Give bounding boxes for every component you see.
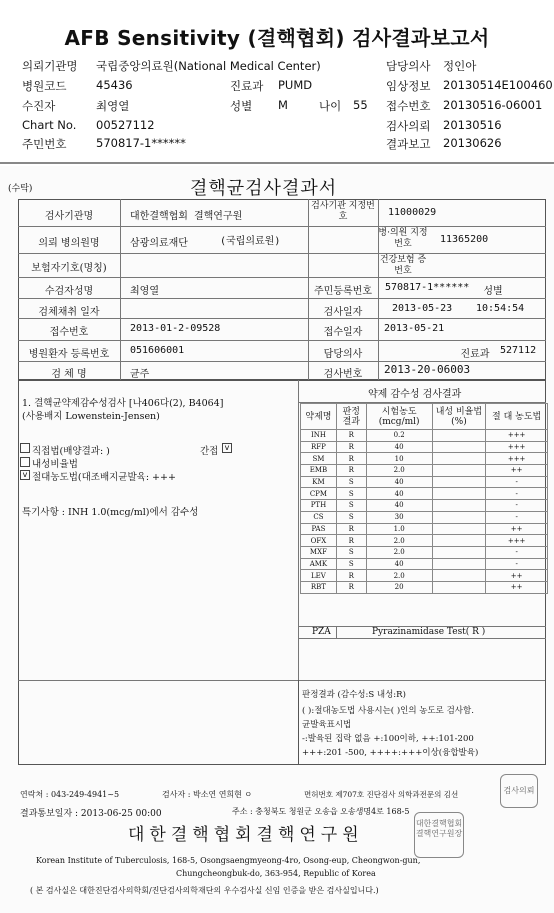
inst-no-label: 검사기관 지정번호	[311, 201, 375, 222]
spec-value: 균주	[130, 369, 150, 380]
sens-ratio	[432, 476, 486, 488]
sens-absolute: ++	[486, 465, 548, 477]
header-hospital-value: 국립중앙의료원(National Medical Center)	[96, 59, 321, 73]
header-patient-value: 최영열	[96, 99, 130, 113]
sens-conc: 2.0	[366, 570, 432, 582]
header-clinical-value: 20130514E100460	[443, 78, 553, 92]
sens-result: R	[336, 441, 366, 453]
name-value: 최영열	[130, 286, 159, 297]
sens-row	[301, 546, 548, 558]
sens-result: R	[336, 453, 366, 465]
special-note: 특기사항 : INH 1.0(mcg/ml)에서 감수성	[22, 507, 199, 518]
dept-label: 진료과	[460, 349, 490, 360]
sens-absolute: -	[486, 500, 548, 512]
sens-ratio	[432, 511, 486, 523]
testno-label: 검사번호	[323, 369, 363, 380]
header-patient-label: 수진자	[22, 99, 56, 113]
sens-conc: 40	[366, 558, 432, 570]
sens-absolute: ++	[486, 581, 548, 593]
doctor-label: 담당의사	[323, 349, 363, 360]
header-hospital-label: 의뢰기관명	[22, 59, 78, 73]
sens-result: S	[336, 558, 366, 570]
dept-value: 527112	[500, 345, 537, 356]
header-rrn-value: 570817-1******	[96, 136, 186, 150]
sens-conc: 20	[366, 581, 432, 593]
sens-drug: MXF	[301, 546, 337, 558]
header-report-label: 결과보고	[386, 137, 431, 151]
sens-conc: 2.0	[366, 465, 432, 477]
sens-conc: 2.0	[366, 546, 432, 558]
sens-drug: LEV	[301, 570, 337, 582]
sens-drug: RBT	[301, 581, 337, 593]
footer-org: 대한결핵협회결핵연구원	[128, 825, 364, 845]
header-chart-value: 00527112	[96, 118, 155, 132]
hosp-label: 의뢰 병의원명	[38, 238, 100, 249]
sens-header-absolute: 절 대 농도법	[486, 404, 548, 430]
absolute-label: 절대농도법(대조배지균발육: +++	[32, 472, 176, 483]
pza-label: PZA	[312, 627, 331, 637]
header-dept-value: PUMD	[278, 78, 313, 92]
sens-row	[301, 511, 548, 523]
testno-value: 2013-20-06003	[384, 363, 471, 376]
sens-drug: PAS	[301, 523, 337, 535]
sens-absolute: +++	[486, 535, 548, 547]
sens-result: S	[336, 500, 366, 512]
hosp-no-label: 병·의원 지정번호	[378, 228, 428, 249]
header-age-value: 55	[353, 98, 368, 112]
header-clinical-label: 임상정보	[386, 79, 431, 93]
sens-row	[301, 453, 548, 465]
sens-ratio	[432, 453, 486, 465]
inst-no-value: 11000029	[388, 207, 437, 218]
judge-line-5: +++:201 -500, ++++:+++이상(융합발육)	[302, 748, 479, 758]
sens-ratio	[432, 500, 486, 512]
sens-result: R	[336, 430, 366, 442]
sens-conc: 1.0	[366, 523, 432, 535]
footer-english-2: Chungcheongbuk-do, 363-954, Republic of Korea	[176, 869, 376, 878]
sens-title: 약제 감수성 검사결과	[368, 389, 462, 400]
reg-label: 병원환자 등록번호	[28, 349, 110, 360]
sens-result: S	[336, 511, 366, 523]
sens-absolute: -	[486, 511, 548, 523]
name-label: 수검자성명	[44, 286, 94, 297]
recv-label: 접수번호	[49, 327, 89, 338]
sens-conc: 40	[366, 488, 432, 500]
testdate-label: 검사일자	[323, 307, 363, 318]
sensitivity-table	[300, 403, 548, 594]
sens-drug: PTH	[301, 500, 337, 512]
seal-stamp-small: 검사의뢰	[500, 774, 538, 808]
pza-value: Pyrazinamidase Test( R )	[372, 627, 486, 637]
indirect-label: 간접	[200, 446, 219, 457]
sens-absolute: ++	[486, 523, 548, 535]
footer-english-1: Korean Institute of Tuberculosis, 168-5, Osongsaengmyeong-4ro, Osong-eup, Cheongwon-gun,	[36, 856, 421, 865]
judge-line-2: ( ):절대농도법 사용시는( )인의 농도로 검사함.	[302, 706, 474, 716]
sens-ratio	[432, 570, 486, 582]
spec-label: 검 체 명	[51, 369, 87, 380]
ratio-checkbox	[20, 457, 30, 467]
hosp-no-value: 11365200	[440, 234, 489, 245]
sens-row	[301, 430, 548, 442]
header-separator	[0, 162, 554, 164]
doc-suta: (수탁)	[8, 184, 33, 194]
footer-address: 주소 : 충청북도 청원군 오송읍 오송생명4로 168-5	[232, 807, 410, 816]
sens-drug: CS	[301, 511, 337, 523]
sens-absolute: -	[486, 558, 548, 570]
footer-report-date: 결과통보일자 : 2013-06-25 00:00	[20, 809, 162, 819]
sens-row	[301, 476, 548, 488]
sens-result: R	[336, 523, 366, 535]
sens-ratio	[432, 465, 486, 477]
sens-drug: AMK	[301, 558, 337, 570]
sens-row	[301, 465, 548, 477]
ratio-label: 내성비율법	[32, 459, 78, 470]
judge-line-3: 균발육표시법	[302, 720, 352, 730]
sens-result: S	[336, 546, 366, 558]
sens-result: R	[336, 581, 366, 593]
indirect-checkbox: v	[222, 443, 232, 453]
absolute-checkbox: v	[20, 470, 30, 480]
sens-header-ratio: 내성 비율법(%)	[432, 404, 486, 430]
sens-row	[301, 523, 548, 535]
header-request-label: 검사의뢰	[386, 119, 431, 133]
recvdate-value: 2013-05-21	[384, 323, 445, 334]
sens-absolute: -	[486, 546, 548, 558]
header-sex-label: 성별	[230, 99, 253, 113]
judge-line-1: 판정결과 (감수성:S 내성:R)	[302, 690, 406, 700]
sens-conc: 30	[366, 511, 432, 523]
rrn-value: 570817-1******	[385, 282, 470, 293]
sens-row	[301, 488, 548, 500]
hosp-value: 삼광의료재단	[130, 238, 188, 249]
sens-ratio	[432, 430, 486, 442]
reg-value: 051606001	[130, 345, 185, 356]
sens-row	[301, 535, 548, 547]
header-report-value: 20130626	[443, 136, 502, 150]
sens-drug: RFP	[301, 441, 337, 453]
recvdate-label: 접수일자	[323, 327, 363, 338]
header-rrn-label: 주민번호	[22, 137, 67, 151]
sens-result: S	[336, 488, 366, 500]
sens-header-drug: 약제명	[301, 404, 337, 430]
footer-examiner: 검사자 : 박소연 연희현 ㅇ	[162, 790, 253, 799]
report-title: AFB Sensitivity (결핵협회) 검사결과보고서	[64, 26, 490, 50]
sens-header-result: 판정 결과	[336, 404, 366, 430]
header-dept-label: 진료과	[230, 79, 264, 93]
sens-header-conc: 시험농도 (mcg/ml)	[366, 404, 432, 430]
sens-conc: 40	[366, 500, 432, 512]
sens-conc: 40	[366, 441, 432, 453]
sens-conc: 2.0	[366, 535, 432, 547]
testdate-value: 2013-05-23	[392, 303, 453, 314]
sens-absolute: -	[486, 488, 548, 500]
judge-line-4: -:발육된 집락 없음 +:100이하, ++:101-200	[302, 734, 474, 744]
footer-license: 면허번호 제707호 진단검사 의학과전문의 김선	[304, 790, 459, 799]
sens-result: R	[336, 465, 366, 477]
sens-drug: EMB	[301, 465, 337, 477]
test-method-line1: 1. 결핵균약제감수성검사 [나406다(2), B4064]	[22, 398, 224, 409]
rrn-label: 주민등록번호	[314, 286, 372, 297]
direct-checkbox	[20, 443, 30, 453]
inst-value: 대한결핵협회 결핵연구원	[130, 211, 243, 222]
hosp-sub: (국립의료원)	[220, 236, 281, 247]
sens-ratio	[432, 523, 486, 535]
sens-absolute: ++	[486, 570, 548, 582]
footer-certification: ( 본 검사실은 대한진단검사의학회/진단검사의학재단의 우수검사실 신임 인증을 받은 검사실입니다.)	[30, 886, 379, 895]
header-request-value: 20130516	[443, 118, 502, 132]
insur-no-label: 건강보험 증번호	[379, 255, 427, 276]
sens-absolute: +++	[486, 430, 548, 442]
sens-ratio	[432, 488, 486, 500]
sens-ratio	[432, 558, 486, 570]
header-code-label: 병원코드	[22, 79, 67, 93]
sens-row	[301, 441, 548, 453]
sens-drug: INH	[301, 430, 337, 442]
collect-label: 검체채취 일자	[38, 307, 100, 318]
header-receipt-label: 접수번호	[386, 99, 431, 113]
sens-result: R	[336, 535, 366, 547]
header-receipt-value: 20130516-06001	[443, 98, 543, 112]
sens-row	[301, 570, 548, 582]
sens-drug: CPM	[301, 488, 337, 500]
sens-drug: OFX	[301, 535, 337, 547]
header-doctor-label: 담당의사	[386, 59, 431, 73]
sens-row	[301, 558, 548, 570]
sens-drug: KM	[301, 476, 337, 488]
sens-drug: SM	[301, 453, 337, 465]
header-age-label: 나이	[319, 99, 342, 113]
sens-absolute: +++	[486, 453, 548, 465]
recv-value: 2013-01-2-09528	[130, 323, 221, 334]
header-sex-value: M	[278, 98, 288, 112]
doc-heading: 결핵균검사결과서	[190, 178, 338, 199]
sens-ratio	[432, 546, 486, 558]
sens-conc: 10	[366, 453, 432, 465]
sens-result: R	[336, 570, 366, 582]
sens-absolute: +++	[486, 441, 548, 453]
sens-header-row	[301, 404, 548, 430]
sens-row	[301, 500, 548, 512]
sens-ratio	[432, 535, 486, 547]
test-method-line2: (사용배지 Lowenstein-Jensen)	[22, 411, 160, 422]
header-doctor-value: 정인아	[443, 59, 477, 73]
seal-stamp-director: 대한결핵협회결핵연구원장	[414, 812, 464, 858]
footer-contact: 연락처 : 043-249-4941~5	[20, 790, 120, 799]
direct-label: 직접법(배양결과: )	[32, 446, 110, 457]
sens-ratio	[432, 441, 486, 453]
sens-ratio	[432, 581, 486, 593]
sens-result: S	[336, 476, 366, 488]
sens-conc: 40	[366, 476, 432, 488]
rrn-sex-label: 성별	[483, 286, 503, 297]
testtime-value: 10:54:54	[476, 303, 525, 314]
sens-row	[301, 581, 548, 593]
sens-absolute: -	[486, 476, 548, 488]
sens-conc: 0.2	[366, 430, 432, 442]
insur-label: 보험자기호(명칭)	[31, 263, 107, 274]
header-code-value: 45436	[96, 78, 133, 92]
inst-label: 검사기관명	[44, 211, 94, 222]
header-chart-label: Chart No.	[22, 118, 77, 132]
